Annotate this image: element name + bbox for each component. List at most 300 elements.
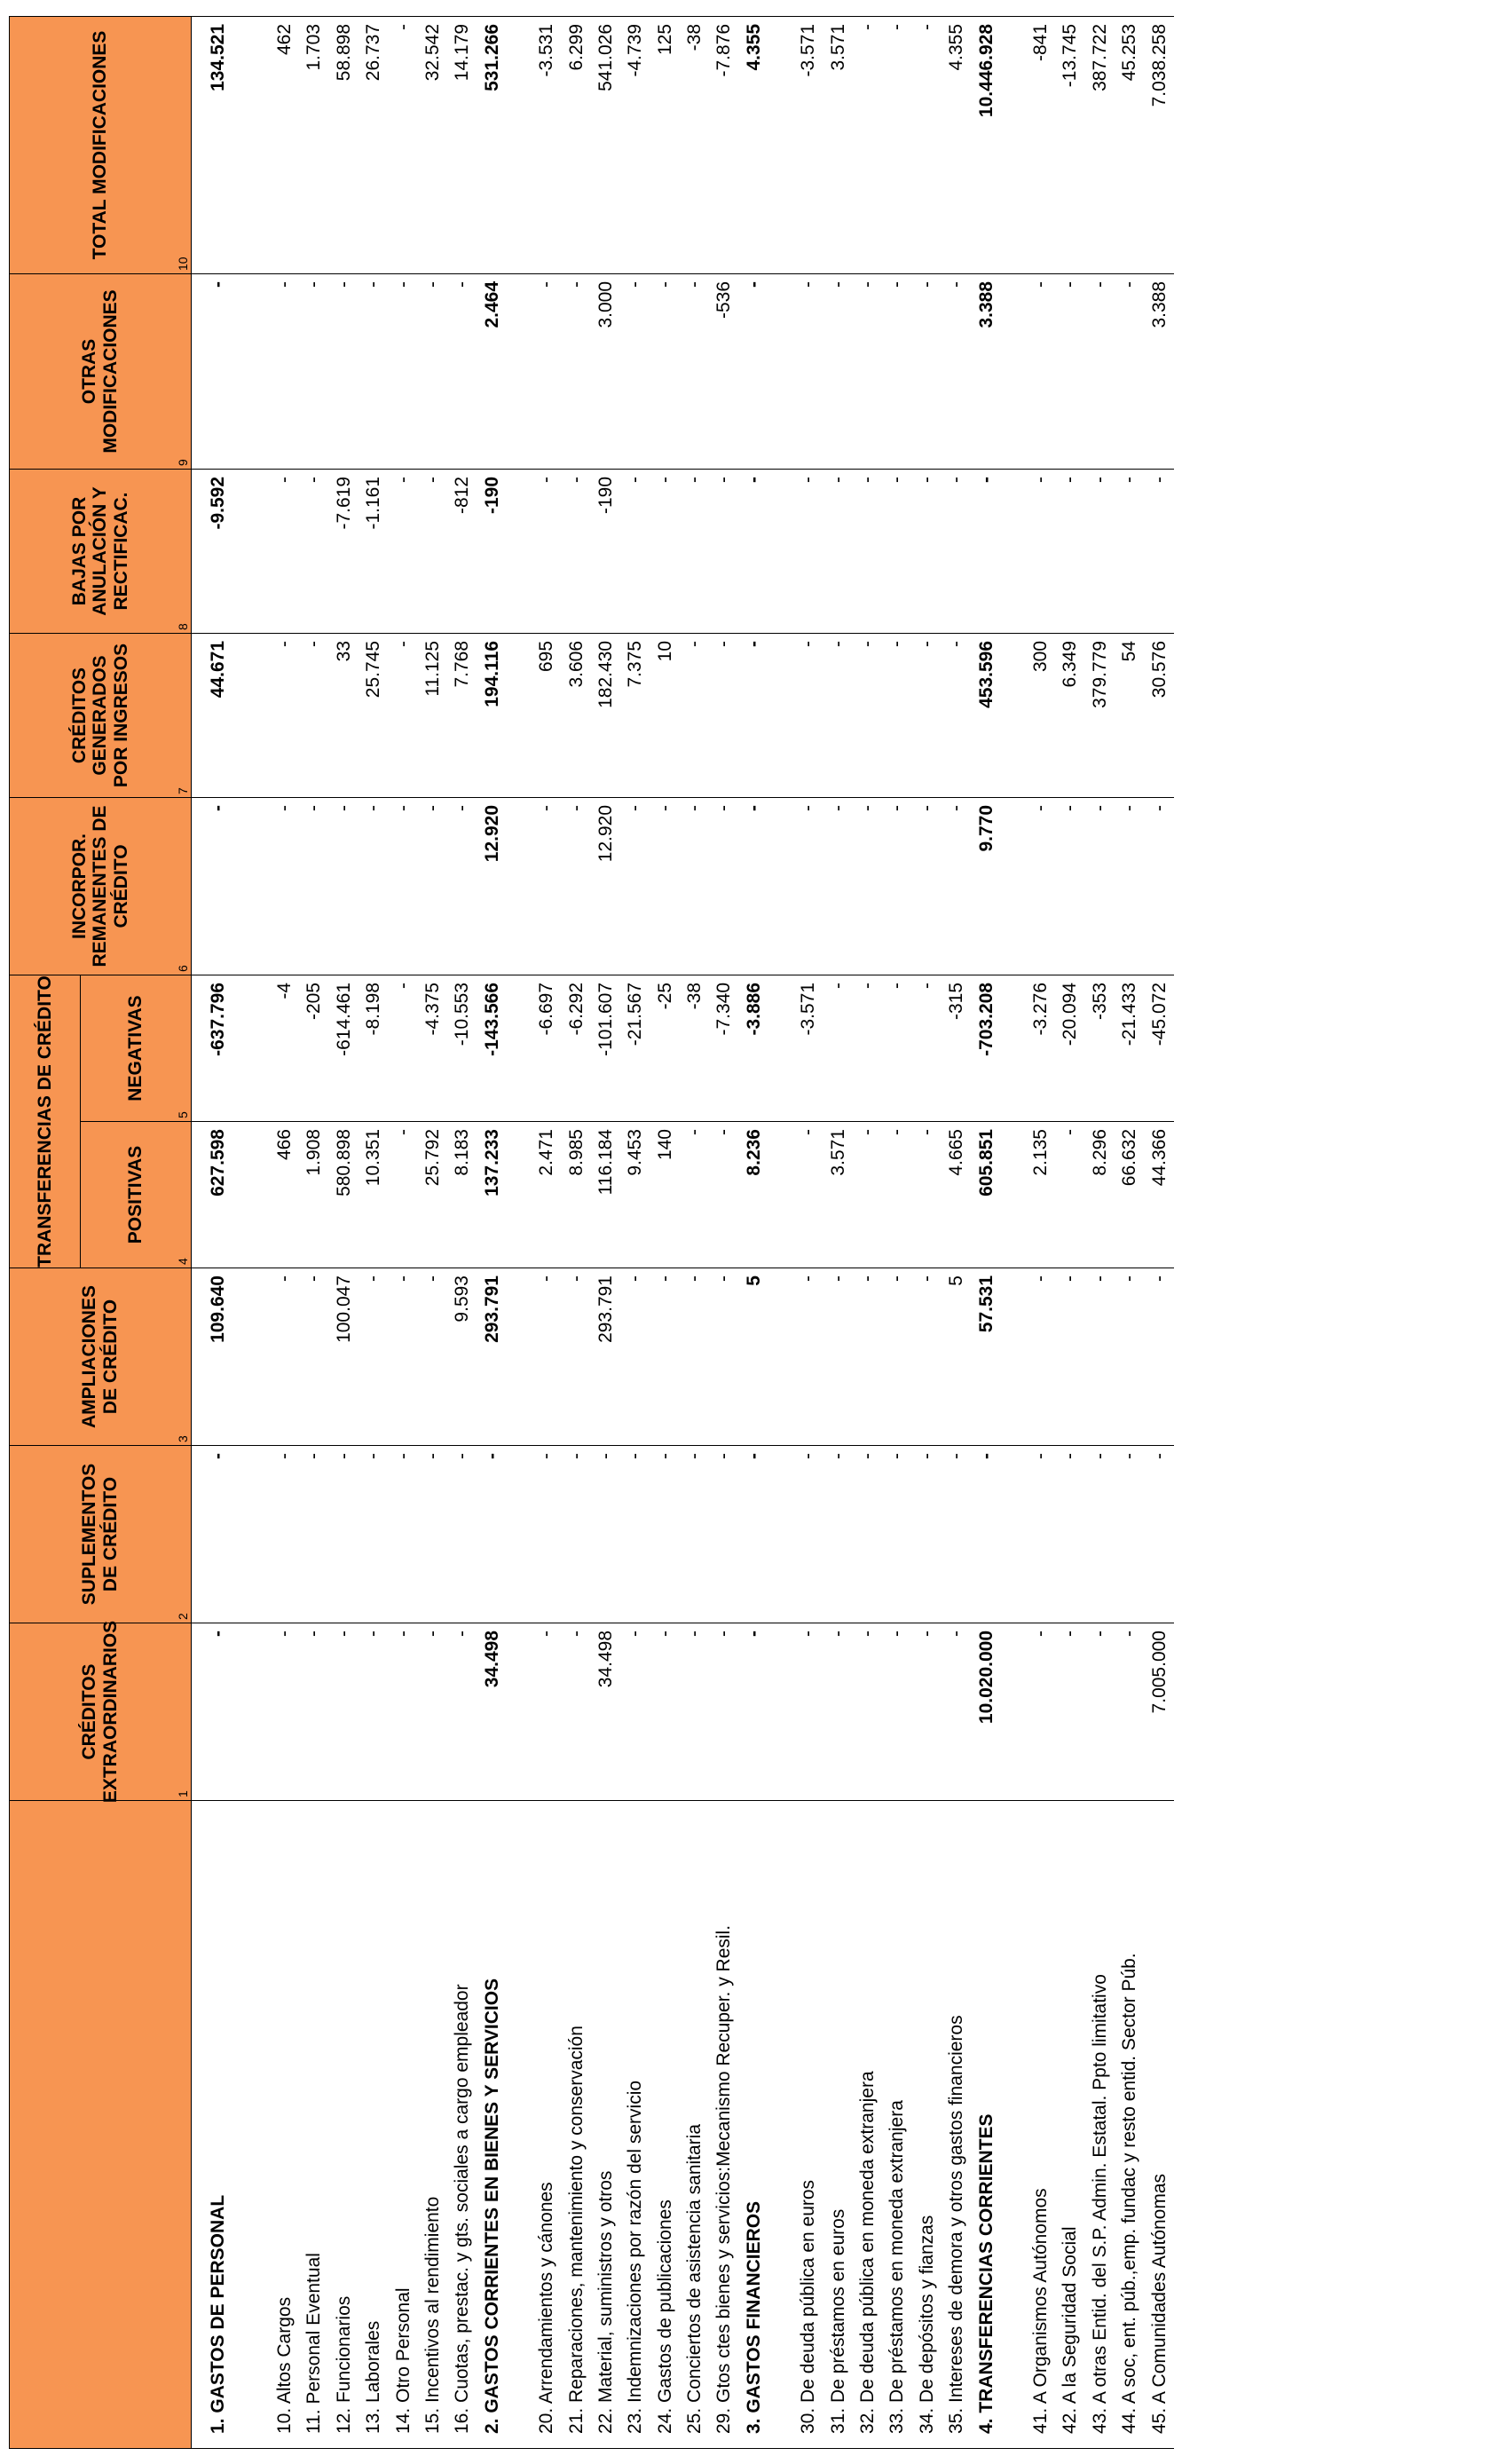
value-cell: -8.198 [363,982,384,1036]
value-cell: - [1119,280,1140,288]
value-cell: - [274,280,295,288]
value-cell: - [916,640,937,647]
value-cell: 379.779 [1089,640,1110,708]
value-cell: - [303,280,325,288]
value-cell: 14.179 [452,23,473,82]
concept-label: 11. Personal Eventual [303,2253,325,2434]
value-cell: 300 [1029,640,1051,673]
value-cell: - [827,982,848,989]
chapter-label: 3. GASTOS FINANCIEROS [743,2200,764,2434]
value-cell: - [422,804,443,811]
value-cell: 9.770 [975,804,997,852]
value-cell: - [208,804,228,811]
value-cell: -25 [654,982,675,1010]
spacer-line [1001,1801,1026,2434]
value-cell [768,1275,793,1445]
value-cell: - [1119,1275,1140,1282]
value-cell: - [713,640,735,647]
value-cell: 293.791 [481,1275,502,1343]
value-cell: - [392,640,414,647]
value-cell: 4.355 [743,23,764,71]
value-cell: - [975,476,997,483]
value-cell: - [565,1453,587,1459]
value-cell: 8.183 [452,1129,473,1176]
value-cell: - [857,1631,879,1637]
value-cell: - [1089,280,1110,288]
value-cell: - [565,280,587,288]
value-cell: - [1089,1453,1110,1459]
value-cell: 3.000 [595,280,616,328]
value-cell: - [274,1453,295,1459]
value-cell: 25.792 [422,1129,443,1187]
value-cell [1001,281,1026,469]
value-cell: - [916,1275,937,1282]
value-cell: 5 [743,1275,764,1286]
value-cell: 44.366 [1148,1129,1170,1187]
value-cell: 7.038.258 [1148,23,1170,107]
concept-column [192,1801,1174,2449]
value-cell: 140 [654,1129,675,1161]
value-cell: - [654,280,675,288]
value-cell: - [1060,1275,1081,1282]
value-cell: 541.026 [595,23,616,91]
value-cell: - [595,1453,616,1459]
value-cell: -4.375 [422,982,443,1036]
concept-label: 10. Altos Cargos [274,2296,295,2434]
value-cell: -101.607 [595,982,616,1056]
value-cell: - [1029,476,1051,483]
column-ampliaciones [192,1268,1174,1446]
header-bajas-anulacion: BAJAS POR ANULACIÓN Y RECTIFICAC. [68,486,131,616]
value-cell: 4.665 [946,1129,967,1176]
value-cell: - [625,804,646,811]
value-cell: - [1029,1275,1051,1282]
value-cell: - [1029,1453,1051,1459]
concept-label: 12. Funcionarios [333,2295,354,2434]
value-cell: - [1060,1129,1081,1135]
value-cell: - [798,640,819,647]
value-cell: - [274,804,295,811]
column-creditos-generados [192,633,1174,797]
value-cell: 5 [946,1275,967,1286]
value-cell: -38 [684,23,705,51]
column-number: 1 [176,1790,191,1797]
value-cell [507,983,532,1121]
value-cell: - [857,640,879,647]
header-col-2 [10,1446,192,1623]
value-cell: - [654,1275,675,1282]
value-cell: 293.791 [595,1275,616,1343]
value-cell: - [565,804,587,811]
value-cell: - [857,1129,879,1135]
value-cell: - [916,23,937,30]
value-cell: 7.375 [625,640,646,688]
value-cell: 10 [654,640,675,662]
header-ampliaciones: AMPLIACIONES DE CRÉDITO [79,1285,121,1429]
value-cell: -205 [303,982,325,1021]
value-cell [1001,24,1026,273]
value-cell: 580.898 [333,1129,354,1196]
value-cell: - [303,1631,325,1637]
header-col-9 [10,273,192,469]
value-cell: 7.005.000 [1148,1631,1170,1714]
column-creditos-extraordinarios [192,1623,1174,1801]
value-cell: -7.340 [713,982,735,1036]
value-cell: 3.571 [827,1129,848,1176]
value-cell: 44.671 [208,640,228,699]
value-cell: - [392,804,414,811]
spacer-line [245,1801,270,2434]
value-cell: - [827,1631,848,1637]
value-cell: - [392,1275,414,1282]
value-cell: - [1060,804,1081,811]
value-cell: 12.920 [481,804,502,863]
header-otras-modificaciones: OTRAS MODIFICACIONES [79,289,121,454]
value-cell: - [946,1631,967,1637]
value-cell: 2.135 [1029,1129,1051,1176]
value-cell: - [827,640,848,647]
value-cell: - [654,1631,675,1637]
value-cell: - [422,1453,443,1459]
column-number: 10 [176,257,191,271]
value-cell: -13.745 [1060,23,1081,88]
concept-label: 24. Gastos de publicaciones [654,2199,675,2434]
value-cell: - [392,1453,414,1459]
value-cell: - [827,280,848,288]
value-cell: - [392,23,414,30]
value-cell [507,281,532,469]
value-cell: - [1029,1631,1051,1637]
value-cell [768,477,793,633]
header-positivas: POSITIVAS [125,1145,146,1244]
value-cell [245,805,270,975]
value-cell: - [713,804,735,811]
value-cell: - [886,804,908,811]
value-cell: 10.446.928 [975,23,997,118]
value-cell: 54 [1119,640,1140,662]
value-cell: -190 [595,476,616,515]
header-col-1 [10,1620,192,1804]
value-cell: -10.553 [452,982,473,1046]
value-cell: - [392,476,414,483]
value-cell: - [946,280,967,288]
value-cell [768,983,793,1121]
concept-label: 25. Conciertos de asistencia sanitaria [684,2123,705,2434]
column-number: 2 [176,1613,191,1620]
value-cell: 466 [274,1129,295,1161]
value-cell: - [713,476,735,483]
value-cell: 116.184 [595,1129,616,1196]
value-cell: -9.592 [208,476,228,530]
value-cell [768,24,793,273]
value-cell: - [303,804,325,811]
value-cell: - [208,1631,228,1637]
value-cell: - [565,1631,587,1637]
header-incorpor-remanentes: INCORPOR. REMANENTES DE CRÉDITO [68,805,131,967]
value-cell: - [565,476,587,483]
value-cell: - [481,1453,502,1459]
header-col-5 [81,975,192,1121]
value-cell: 2.464 [481,280,502,328]
concept-label: 34. De depósitos y fianzas [916,2215,937,2434]
value-cell: - [886,1631,908,1637]
value-cell: 9.453 [625,1129,646,1176]
value-cell: 531.266 [481,23,502,91]
value-cell: - [392,280,414,288]
value-cell: - [422,280,443,288]
value-cell: -4.739 [625,23,646,77]
value-cell: 8.985 [565,1129,587,1176]
value-cell: - [1060,476,1081,483]
value-cell: - [654,804,675,811]
value-cell: - [1089,804,1110,811]
concept-label: 41. A Organismos Autónomos [1029,2188,1051,2434]
header-col-8 [10,469,192,633]
value-cell: - [857,23,879,30]
value-cell: 10.020.000 [975,1631,997,1725]
value-cell: - [625,1631,646,1637]
header-col-10 [10,16,192,273]
value-cell [768,805,793,975]
value-cell: 26.737 [363,23,384,82]
value-cell: - [565,1275,587,1282]
column-number: 9 [176,459,191,466]
value-cell: - [303,1453,325,1459]
value-cell: 9.593 [452,1275,473,1323]
value-cell [1001,1129,1026,1268]
value-cell: -315 [946,982,967,1021]
value-cell: 695 [536,640,557,673]
value-cell [245,983,270,1121]
value-cell: - [916,982,937,989]
value-cell: 4.355 [946,23,967,71]
value-cell [768,641,793,797]
chapter-label: 1. GASTOS DE PERSONAL [208,2194,228,2434]
value-cell: - [333,1631,354,1637]
value-cell: -21.433 [1119,982,1140,1046]
value-cell: 34.498 [481,1631,502,1688]
value-cell: -1.161 [363,476,384,530]
value-cell: - [886,1275,908,1282]
value-cell [1001,983,1026,1121]
value-cell: - [208,280,228,288]
value-cell: - [625,476,646,483]
value-cell: - [1029,280,1051,288]
concept-label: 43. A otras Entid. del S.P. Admin. Estatal. Ppto limitativo [1089,1974,1110,2434]
value-cell: -703.208 [975,982,997,1056]
value-cell: 58.898 [333,23,354,82]
value-cell: 109.640 [208,1275,228,1343]
value-cell: - [303,476,325,483]
value-cell: -6.292 [565,982,587,1036]
value-cell: 8.296 [1089,1129,1110,1176]
value-cell [1001,1275,1026,1445]
value-cell: - [857,280,879,288]
value-cell [507,1129,532,1268]
value-cell: - [303,640,325,647]
value-cell: - [684,1129,705,1135]
value-cell: 8.236 [743,1129,764,1176]
column-number: 3 [176,1435,191,1442]
value-cell: - [303,1275,325,1282]
value-cell: - [713,1129,735,1135]
value-cell: - [743,476,764,483]
value-cell: - [1060,1453,1081,1459]
value-cell: -45.072 [1148,982,1170,1046]
column-positivas [192,1122,1174,1268]
value-cell: - [684,640,705,647]
value-cell: - [1029,804,1051,811]
value-cell: 3.388 [1148,280,1170,328]
value-cell: - [827,476,848,483]
value-cell: - [857,476,879,483]
column-number: 6 [176,965,191,972]
value-cell: 12.920 [595,804,616,863]
value-cell [1001,641,1026,797]
value-cell: - [857,804,879,811]
header-suplementos: SUPLEMENTOS DE CRÉDITO [79,1463,121,1606]
value-cell: - [625,1275,646,1282]
value-cell: - [886,476,908,483]
value-cell [768,1129,793,1268]
value-cell: - [452,1631,473,1637]
value-cell: - [452,1453,473,1459]
value-cell: 3.606 [565,640,587,688]
value-cell: - [975,1453,997,1459]
value-cell: - [743,1631,764,1637]
value-cell: -3.571 [798,23,819,77]
value-cell: - [452,280,473,288]
value-cell: - [713,1631,735,1637]
column-negativas [192,975,1174,1121]
value-cell: - [1119,476,1140,483]
concept-label: 23. Indemnizaciones por razón del servicio [625,2080,646,2434]
header-total-modificaciones: TOTAL MODIFICACIONES [90,30,111,260]
value-cell: - [827,804,848,811]
value-cell: -7.876 [713,23,735,77]
value-cell: - [1148,804,1170,811]
value-cell: 100.047 [333,1275,354,1343]
value-cell: - [654,1453,675,1459]
value-cell [507,24,532,273]
value-cell: -6.697 [536,982,557,1036]
value-cell: - [274,476,295,483]
value-cell: - [625,1453,646,1459]
value-cell: - [946,1453,967,1459]
value-cell: 134.521 [208,23,228,91]
value-cell: -3.531 [536,23,557,77]
value-cell: -3.886 [743,982,764,1036]
value-cell [245,281,270,469]
column-incorpor-remanentes [192,797,1174,975]
concept-label: 45. A Comunidades Autónomas [1148,2173,1170,2434]
concept-label: 42. A la Seguridad Social [1060,2226,1081,2434]
value-cell: - [713,1453,735,1459]
value-cell: - [798,1275,819,1282]
value-cell [245,641,270,797]
value-cell: - [274,1631,295,1637]
value-cell: - [1089,476,1110,483]
value-cell: 34.498 [595,1631,616,1688]
value-cell: - [684,476,705,483]
value-cell: - [422,1631,443,1637]
value-cell: - [946,640,967,647]
value-cell: - [857,1453,879,1459]
value-cell: 462 [274,23,295,56]
value-cell: - [208,1453,228,1459]
value-cell [245,1275,270,1445]
value-cell: - [798,280,819,288]
value-cell: - [886,1129,908,1135]
value-cell [245,1453,270,1623]
value-cell: -841 [1029,23,1051,62]
value-cell: - [916,1453,937,1459]
value-cell [768,281,793,469]
value-cell [245,1631,270,1800]
value-cell: - [916,1631,937,1637]
value-cell: -21.567 [625,982,646,1046]
value-cell [768,1631,793,1800]
column-number: 5 [176,1111,191,1118]
budget-modifications-table [9,16,1174,2449]
concept-label: 32. De deuda pública en moneda extranjera [857,2071,879,2434]
value-cell: - [392,1631,414,1637]
chapter-label: 4. TRANSFERENCIAS CORRIENTES [975,2113,997,2434]
value-cell: -637.796 [208,982,228,1056]
header-col-4 [81,1122,192,1268]
value-cell: - [857,1275,879,1282]
value-cell: -3.571 [798,982,819,1036]
value-cell: 6.349 [1060,640,1081,688]
value-cell: - [1148,1453,1170,1459]
value-cell: - [684,1275,705,1282]
header-creditos-extraordinarios: CRÉDITOS EXTRAORDINARIOS [79,1620,121,1804]
chapter-label: 2. GASTOS CORRIENTES EN BIENES Y SERVICIOS [481,1978,502,2434]
value-cell: - [798,1129,819,1135]
value-cell: - [422,476,443,483]
concept-label: 29. Gtos ctes bienes y servicios:Mecanismo Recuper. y Resil. [713,1924,735,2434]
value-cell: -536 [713,280,735,320]
column-suplementos [192,1446,1174,1623]
value-cell: - [1119,1631,1140,1637]
value-cell: 3.571 [827,23,848,71]
value-cell: - [536,476,557,483]
value-cell: - [713,1275,735,1282]
value-cell: 33 [333,640,354,662]
concept-label: 35. Intereses de demora y otros gastos financieros [946,2015,967,2434]
value-cell: - [857,982,879,989]
value-cell: 194.116 [481,640,502,707]
value-cell: - [363,280,384,288]
value-cell [507,1631,532,1800]
value-cell: 453.596 [975,640,997,708]
value-cell: - [654,476,675,483]
column-number: 7 [176,787,191,794]
value-cell: - [916,1129,937,1135]
value-cell: 2.471 [536,1129,557,1176]
value-cell: - [333,804,354,811]
value-cell: 57.531 [975,1275,997,1333]
value-cell [507,805,532,975]
value-cell [507,1453,532,1623]
value-cell: - [452,804,473,811]
value-cell: - [1148,1275,1170,1282]
value-cell: -20.094 [1060,982,1081,1046]
value-cell: 32.542 [422,23,443,82]
value-cell: -4 [274,982,295,999]
value-cell: - [536,1275,557,1282]
value-cell: - [392,982,414,989]
